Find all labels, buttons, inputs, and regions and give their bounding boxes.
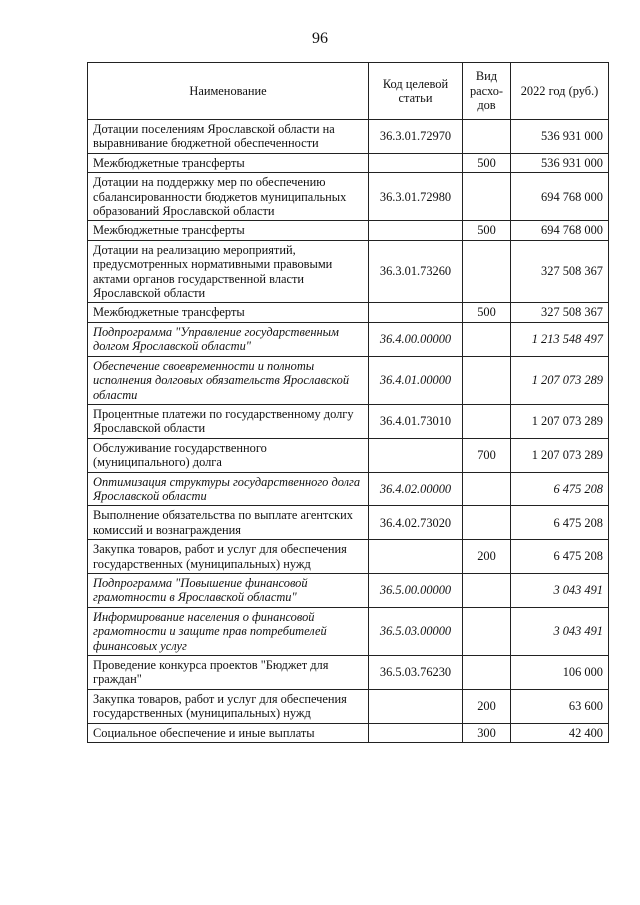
cell-code bbox=[369, 689, 463, 723]
table-row bbox=[88, 356, 609, 404]
budget-table bbox=[87, 62, 609, 743]
cell-name: Процентные платежи по государственному долгу Ярославской области bbox=[88, 404, 369, 438]
cell-amount: 1 213 548 497 bbox=[511, 322, 609, 356]
table-row bbox=[88, 240, 609, 303]
cell-name: Подпрограмма "Повышение финансовой грамотности в Ярославской области" bbox=[88, 573, 369, 607]
header-code: Код целевой статьи bbox=[369, 63, 463, 120]
header-expense-type: Вид расхо-дов bbox=[463, 63, 511, 120]
cell-amount: 694 768 000 bbox=[511, 173, 609, 221]
cell-expense-type bbox=[463, 173, 511, 221]
cell-code: 36.5.00.00000 bbox=[369, 573, 463, 607]
cell-code: 36.3.01.72980 bbox=[369, 173, 463, 221]
cell-amount: 3 043 491 bbox=[511, 573, 609, 607]
cell-expense-type: 200 bbox=[463, 689, 511, 723]
cell-name: Оптимизация структуры государственного долга Ярославской области bbox=[88, 472, 369, 506]
cell-name: Проведение конкурса проектов "Бюджет для граждан" bbox=[88, 656, 369, 690]
header-amount: 2022 год (руб.) bbox=[511, 63, 609, 120]
cell-name: Закупка товаров, работ и услуг для обеспечения государственных (муниципальных) нужд bbox=[88, 689, 369, 723]
cell-expense-type: 200 bbox=[463, 540, 511, 574]
table-row bbox=[88, 506, 609, 540]
cell-expense-type bbox=[463, 120, 511, 154]
cell-code: 36.5.03.76230 bbox=[369, 656, 463, 690]
cell-code: 36.4.00.00000 bbox=[369, 322, 463, 356]
cell-amount: 3 043 491 bbox=[511, 607, 609, 655]
cell-code: 36.4.01.73010 bbox=[369, 404, 463, 438]
cell-name: Информирование населения о финансовой грамотности и защите прав потребителей финансовых услуг bbox=[88, 607, 369, 655]
cell-amount: 63 600 bbox=[511, 689, 609, 723]
cell-code: 36.3.01.73260 bbox=[369, 240, 463, 303]
cell-name: Подпрограмма "Управление государственным долгом Ярославской области" bbox=[88, 322, 369, 356]
cell-expense-type bbox=[463, 656, 511, 690]
cell-amount: 6 475 208 bbox=[511, 506, 609, 540]
table-row bbox=[88, 607, 609, 655]
cell-code: 36.3.01.72970 bbox=[369, 120, 463, 154]
cell-amount: 6 475 208 bbox=[511, 540, 609, 574]
cell-expense-type bbox=[463, 322, 511, 356]
cell-amount: 694 768 000 bbox=[511, 221, 609, 240]
cell-expense-type: 700 bbox=[463, 438, 511, 472]
table-row bbox=[88, 322, 609, 356]
cell-amount: 1 207 073 289 bbox=[511, 356, 609, 404]
cell-name: Закупка товаров, работ и услуг для обеспечения государственных (муниципальных) нужд bbox=[88, 540, 369, 574]
cell-name: Межбюджетные трансферты bbox=[88, 221, 369, 240]
table-row bbox=[88, 656, 609, 690]
cell-expense-type bbox=[463, 404, 511, 438]
cell-amount: 1 207 073 289 bbox=[511, 404, 609, 438]
cell-code: 36.4.02.00000 bbox=[369, 472, 463, 506]
cell-code: 36.4.01.00000 bbox=[369, 356, 463, 404]
cell-name: Межбюджетные трансферты bbox=[88, 153, 369, 172]
cell-code bbox=[369, 221, 463, 240]
cell-code bbox=[369, 303, 463, 322]
cell-code bbox=[369, 438, 463, 472]
cell-expense-type bbox=[463, 356, 511, 404]
cell-amount: 42 400 bbox=[511, 723, 609, 742]
cell-expense-type bbox=[463, 573, 511, 607]
cell-amount: 1 207 073 289 bbox=[511, 438, 609, 472]
cell-name: Дотации на поддержку мер по обеспечению сбалансированности бюджетов муниципальных образований Ярославской области bbox=[88, 173, 369, 221]
table-row bbox=[88, 153, 609, 172]
cell-code bbox=[369, 153, 463, 172]
cell-name: Дотации поселениям Ярославской области на выравнивание бюджетной обеспеченности bbox=[88, 120, 369, 154]
cell-name: Обеспечение своевременности и полноты исполнения долговых обязательств Ярославской области bbox=[88, 356, 369, 404]
cell-name: Обслуживание государственного (муниципального) долга bbox=[88, 438, 369, 472]
cell-expense-type bbox=[463, 506, 511, 540]
cell-name: Дотации на реализацию мероприятий, предусмотренных нормативными правовыми актами органов государственной власти Ярославской области bbox=[88, 240, 369, 303]
table-header-row bbox=[88, 63, 609, 120]
cell-expense-type: 300 bbox=[463, 723, 511, 742]
cell-expense-type: 500 bbox=[463, 303, 511, 322]
cell-expense-type bbox=[463, 607, 511, 655]
cell-amount: 536 931 000 bbox=[511, 120, 609, 154]
table-row bbox=[88, 303, 609, 322]
cell-expense-type bbox=[463, 240, 511, 303]
cell-expense-type: 500 bbox=[463, 153, 511, 172]
table-row bbox=[88, 540, 609, 574]
cell-amount: 327 508 367 bbox=[511, 240, 609, 303]
header-name: Наименование bbox=[88, 63, 369, 120]
page-number: 96 bbox=[312, 30, 328, 47]
cell-code bbox=[369, 540, 463, 574]
cell-code bbox=[369, 723, 463, 742]
table-row bbox=[88, 689, 609, 723]
cell-amount: 6 475 208 bbox=[511, 472, 609, 506]
table-row bbox=[88, 221, 609, 240]
cell-name: Межбюджетные трансферты bbox=[88, 303, 369, 322]
cell-amount: 536 931 000 bbox=[511, 153, 609, 172]
cell-expense-type bbox=[463, 472, 511, 506]
cell-name: Выполнение обязательства по выплате агентских комиссий и вознаграждения bbox=[88, 506, 369, 540]
cell-code: 36.5.03.00000 bbox=[369, 607, 463, 655]
table-row bbox=[88, 173, 609, 221]
table-row bbox=[88, 723, 609, 742]
cell-expense-type: 500 bbox=[463, 221, 511, 240]
table-row bbox=[88, 438, 609, 472]
table-row bbox=[88, 573, 609, 607]
cell-name: Социальное обеспечение и иные выплаты bbox=[88, 723, 369, 742]
table-row bbox=[88, 472, 609, 506]
table-row bbox=[88, 120, 609, 154]
cell-amount: 327 508 367 bbox=[511, 303, 609, 322]
cell-amount: 106 000 bbox=[511, 656, 609, 690]
cell-code: 36.4.02.73020 bbox=[369, 506, 463, 540]
table-row bbox=[88, 404, 609, 438]
